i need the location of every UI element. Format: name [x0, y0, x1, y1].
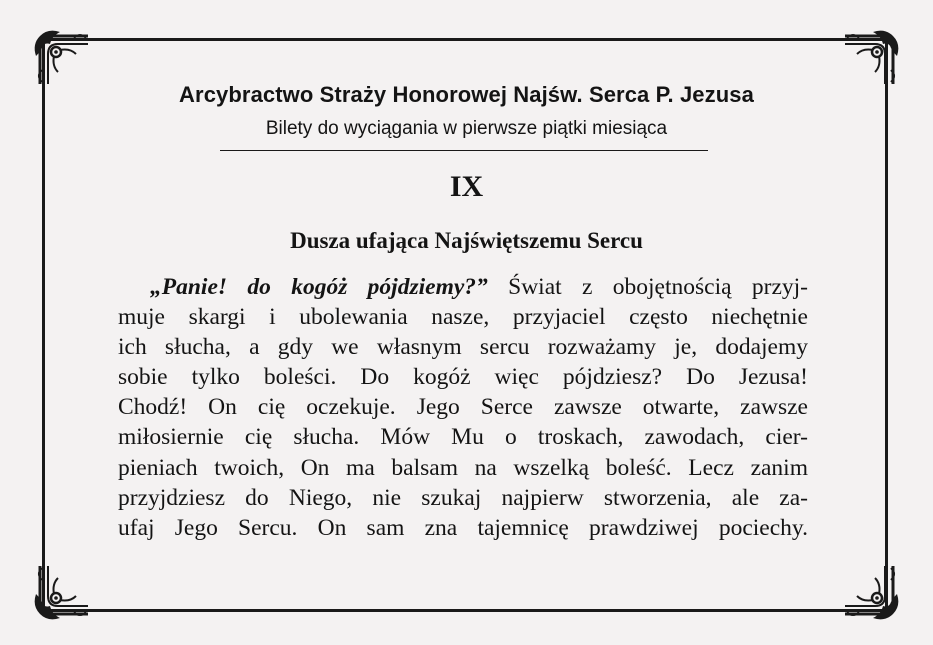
body-line	[118, 272, 808, 302]
corner-ornament-bottom-right-icon	[841, 562, 903, 624]
corner-ornament-bottom-left-icon	[30, 562, 92, 624]
body-line: miłosiernie cię słucha. Mów Mu o troskach, zawodach, cier-	[118, 424, 808, 451]
card-subtitle: Bilety do wyciągania w pierwsze piątki miesiąca	[265, 118, 668, 139]
body-line: sobie tylko boleści. Do kogóż więc pójdziesz? Do Jezusa!	[118, 364, 808, 391]
body-line: Chodź! On cię oczekuje. Jego Serce zawsze otwarte, zawsze	[118, 394, 808, 421]
opening-quote: „Panie! do kogóż pójdziemy?”	[150, 274, 488, 300]
corner-ornament-top-left-icon	[30, 26, 92, 88]
body-line: muje skargi i ubolewania nasze, przyjaciel często niechętnie	[118, 304, 808, 331]
organization-title: Arcybractwo Straży Honorowej Najśw. Serca P. Jezusa	[179, 82, 754, 107]
subtitle-underline	[220, 150, 708, 151]
body-line: ich słucha, a gdy we własnym sercu rozważamy je, dodajemy	[118, 334, 808, 361]
card-body-text	[118, 272, 808, 543]
body-line-text: Świat z obojętnością przyj-	[487, 274, 808, 300]
body-line: ufaj Jego Sercu. On sam zna tajemnicę prawdziwej pociechy.	[118, 514, 808, 541]
corner-ornament-top-right-icon	[841, 26, 903, 88]
card-number: IX	[449, 170, 484, 203]
body-line: przyjdziesz do Niego, nie szukaj najpierw stworzenia, ale za-	[118, 484, 808, 511]
body-line: pieniach twoich, On ma balsam na wszelką boleść. Lecz zanim	[118, 454, 808, 481]
card-heading: Dusza ufająca Najświętszemu Sercu	[290, 228, 643, 253]
